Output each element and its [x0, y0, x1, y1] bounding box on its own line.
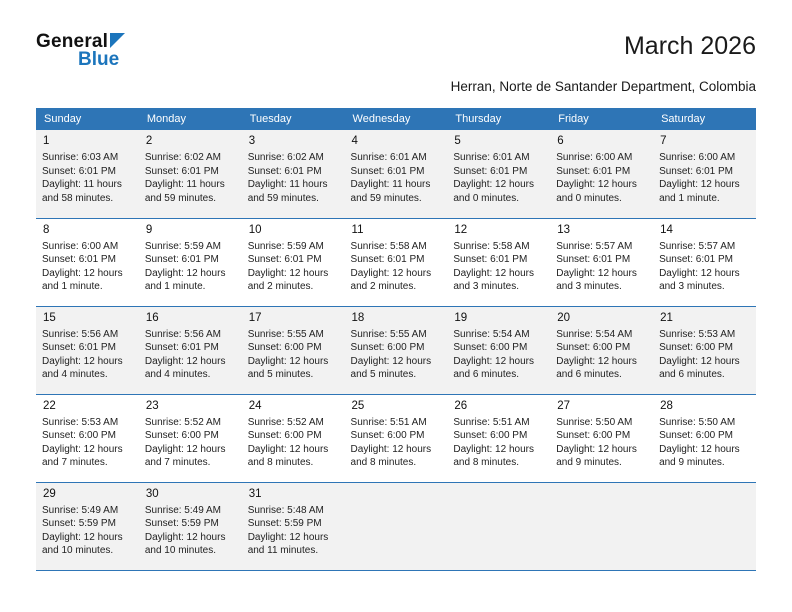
empty-day-cell: [550, 482, 653, 570]
daylight-text-line1: Daylight: 12 hours: [556, 267, 637, 279]
weekday-header-saturday: Saturday: [653, 108, 756, 130]
daylight-text-line2: and 11 minutes.: [247, 545, 319, 556]
week-row: [36, 306, 756, 394]
daylight-text-line2: and 9 minutes.: [556, 457, 622, 468]
daylight-text-line1: Daylight: 12 hours: [247, 267, 329, 279]
day-cell: [242, 130, 345, 218]
day-number: 5: [454, 135, 461, 147]
day-number: 17: [248, 311, 262, 324]
daylight-text-line2: and 0 minutes.: [556, 192, 622, 204]
day-number: 4: [351, 135, 358, 147]
day-number: 13: [557, 223, 571, 236]
week-row: [36, 394, 756, 482]
day-number: 11: [351, 223, 364, 236]
day-number: 24: [248, 399, 262, 412]
day-cell: [36, 218, 139, 306]
weekday-header-wednesday: Wednesday: [345, 108, 448, 130]
day-cell: [653, 306, 756, 394]
day-cell: [139, 130, 242, 218]
daylight-text-line2: and 1 minute.: [659, 192, 720, 204]
empty-day-cell: [653, 482, 756, 570]
daylight-text-line2: and 10 minutes.: [144, 545, 217, 556]
daylight-text-line1: Daylight: 12 hours: [453, 267, 534, 279]
calendar-table: [36, 108, 756, 571]
sunrise-text: Sunrise: 5:58 AM: [350, 240, 427, 252]
day-number: 25: [351, 399, 365, 412]
daylight-text-line1: Daylight: 12 hours: [659, 267, 740, 279]
daylight-text-line1: Daylight: 12 hours: [556, 443, 637, 455]
daylight-text-line1: Daylight: 12 hours: [350, 355, 432, 367]
week-row: [36, 218, 756, 306]
daylight-text-line2: and 8 minutes.: [350, 457, 417, 468]
sunset-text: Sunset: 6:00 PM: [42, 430, 116, 441]
daylight-text-line1: Daylight: 12 hours: [453, 179, 534, 190]
daylight-text-line1: Daylight: 12 hours: [247, 355, 329, 367]
day-number: 28: [660, 399, 673, 412]
weekday-header-friday: Friday: [550, 108, 653, 130]
sunrise-text: Sunrise: 5:55 AM: [350, 328, 427, 340]
sunset-text: Sunset: 6:01 PM: [247, 254, 322, 265]
sunset-text: Sunset: 6:00 PM: [556, 430, 631, 441]
day-cell: [242, 306, 345, 394]
sunrise-text: Sunrise: 5:54 AM: [453, 328, 530, 340]
sunset-text: Sunset: 6:01 PM: [350, 165, 425, 177]
daylight-text-line1: Daylight: 12 hours: [659, 355, 740, 367]
sunrise-text: Sunrise: 6:03 AM: [42, 152, 119, 163]
sunrise-text: Sunrise: 6:01 AM: [453, 152, 530, 163]
daylight-text-line2: and 2 minutes.: [247, 281, 314, 292]
day-number: 1: [43, 135, 50, 147]
day-cell: [447, 306, 550, 394]
day-number: 18: [351, 311, 365, 324]
day-cell: [139, 218, 242, 306]
day-cell: [345, 130, 448, 218]
daylight-text-line2: and 0 minutes.: [453, 192, 519, 204]
daylight-text-line2: and 4 minutes.: [42, 369, 108, 380]
sunrise-text: Sunrise: 5:56 AM: [144, 328, 221, 340]
sunset-text: Sunset: 6:01 PM: [659, 165, 733, 177]
day-cell: [242, 394, 345, 482]
weekday-header-row: [36, 108, 756, 130]
sunrise-text: Sunrise: 5:51 AM: [350, 416, 427, 428]
sunset-text: Sunset: 6:01 PM: [659, 254, 733, 265]
daylight-text-line1: Daylight: 12 hours: [144, 443, 226, 455]
sunset-text: Sunset: 6:01 PM: [144, 254, 219, 265]
daylight-text-line2: and 3 minutes.: [556, 281, 622, 292]
daylight-text-line1: Daylight: 12 hours: [247, 531, 329, 543]
day-cell: [447, 394, 550, 482]
day-cell: [653, 130, 756, 218]
daylight-text-line1: Daylight: 12 hours: [247, 443, 329, 455]
daylight-text-line1: Daylight: 12 hours: [42, 267, 123, 279]
sunrise-text: Sunrise: 5:55 AM: [247, 328, 324, 340]
sunset-text: Sunset: 6:00 PM: [659, 342, 733, 353]
sunset-text: Sunset: 6:01 PM: [350, 254, 425, 265]
sunrise-text: Sunrise: 6:02 AM: [144, 152, 221, 163]
day-cell: [345, 218, 448, 306]
daylight-text-line2: and 5 minutes.: [247, 369, 314, 380]
daylight-text-line1: Daylight: 12 hours: [556, 355, 637, 367]
daylight-text-line2: and 5 minutes.: [350, 369, 417, 380]
sunset-text: Sunset: 6:01 PM: [556, 165, 631, 177]
general-blue-logo: [36, 32, 125, 69]
day-number: 22: [43, 399, 56, 412]
day-number: 27: [557, 399, 571, 412]
day-number: 9: [145, 223, 153, 236]
day-cell: [139, 482, 242, 570]
weekday-header-thursday: Thursday: [447, 108, 550, 130]
daylight-text-line1: Daylight: 12 hours: [42, 443, 123, 455]
daylight-text-line2: and 9 minutes.: [659, 457, 725, 468]
day-number: 10: [248, 223, 262, 236]
sunset-text: Sunset: 5:59 PM: [247, 518, 322, 529]
sunset-text: Sunset: 6:00 PM: [247, 342, 322, 353]
daylight-text-line1: Daylight: 11 hours: [350, 179, 431, 190]
daylight-text-line2: and 10 minutes.: [42, 545, 114, 556]
page-subtitle: Herran, Norte de Santander Department, Colombia: [450, 79, 756, 94]
daylight-text-line2: and 58 minutes.: [42, 192, 114, 204]
day-cell: [345, 306, 448, 394]
day-number: 23: [145, 399, 159, 412]
day-number: 7: [660, 135, 667, 147]
day-cell: [242, 482, 345, 570]
daylight-text-line1: Daylight: 11 hours: [144, 179, 225, 190]
day-cell: [550, 218, 653, 306]
daylight-text-line1: Daylight: 12 hours: [144, 267, 226, 279]
daylight-text-line2: and 6 minutes.: [556, 369, 622, 380]
day-number: 12: [454, 223, 468, 236]
daylight-text-line1: Daylight: 12 hours: [453, 355, 534, 367]
daylight-text-line1: Daylight: 11 hours: [247, 179, 328, 190]
daylight-text-line2: and 4 minutes.: [144, 369, 211, 380]
week-row: [36, 130, 756, 218]
day-number: 20: [557, 311, 571, 324]
sunrise-text: Sunrise: 6:01 AM: [350, 152, 427, 163]
day-cell: [36, 482, 139, 570]
day-cell: [36, 394, 139, 482]
day-cell: [447, 130, 550, 218]
day-cell: [447, 218, 550, 306]
sunrise-text: Sunrise: 5:54 AM: [556, 328, 633, 340]
day-number: 6: [557, 135, 564, 147]
page-title: March 2026: [623, 32, 756, 60]
day-number: 31: [248, 487, 262, 500]
day-number: 30: [145, 487, 159, 500]
day-cell: [550, 130, 653, 218]
sunrise-text: Sunrise: 5:49 AM: [42, 504, 119, 516]
day-number: 8: [43, 223, 50, 236]
daylight-text-line1: Daylight: 12 hours: [144, 355, 226, 367]
day-number: 26: [454, 399, 468, 412]
daylight-text-line1: Daylight: 12 hours: [350, 267, 432, 279]
sunrise-text: Sunrise: 5:57 AM: [556, 240, 633, 252]
daylight-text-line1: Daylight: 12 hours: [659, 179, 740, 190]
daylight-text-line2: and 3 minutes.: [659, 281, 725, 292]
daylight-text-line2: and 6 minutes.: [659, 369, 725, 380]
day-number: 16: [145, 311, 159, 324]
daylight-text-line1: Daylight: 12 hours: [42, 531, 123, 543]
daylight-text-line1: Daylight: 12 hours: [42, 355, 123, 367]
sunrise-text: Sunrise: 5:49 AM: [144, 504, 221, 516]
day-cell: [550, 394, 653, 482]
daylight-text-line1: Daylight: 12 hours: [453, 443, 534, 455]
day-cell: [653, 394, 756, 482]
sunrise-text: Sunrise: 5:53 AM: [659, 328, 736, 340]
day-cell: [653, 218, 756, 306]
sunset-text: Sunset: 6:00 PM: [247, 430, 322, 441]
daylight-text-line2: and 59 minutes.: [350, 192, 422, 204]
sunset-text: Sunset: 6:01 PM: [453, 165, 528, 177]
daylight-text-line2: and 59 minutes.: [144, 192, 217, 204]
calendar-body: [36, 130, 756, 570]
sunrise-text: Sunrise: 5:59 AM: [247, 240, 324, 252]
title-block: [451, 32, 756, 94]
sunrise-text: Sunrise: 5:58 AM: [453, 240, 530, 252]
day-cell: [36, 130, 139, 218]
top-bar: [0, 0, 792, 94]
daylight-text-line1: Daylight: 12 hours: [659, 443, 740, 455]
day-cell: [139, 394, 242, 482]
day-number: 19: [454, 311, 468, 324]
sunrise-text: Sunrise: 5:59 AM: [144, 240, 221, 252]
empty-day-cell: [447, 482, 550, 570]
sunset-text: Sunset: 6:01 PM: [247, 165, 322, 177]
day-number: 3: [248, 135, 256, 147]
sunrise-text: Sunrise: 5:48 AM: [247, 504, 324, 516]
sunset-text: Sunset: 6:01 PM: [453, 254, 528, 265]
daylight-text-line1: Daylight: 12 hours: [350, 443, 432, 455]
day-number: 2: [145, 135, 153, 147]
sunset-text: Sunset: 6:01 PM: [42, 254, 116, 265]
daylight-text-line2: and 3 minutes.: [453, 281, 519, 292]
sunset-text: Sunset: 6:00 PM: [144, 430, 219, 441]
day-number: 14: [660, 223, 673, 236]
logo-triangle-icon: [110, 33, 125, 48]
logo-text-blue: Blue: [78, 49, 120, 70]
sunrise-text: Sunrise: 5:52 AM: [247, 416, 324, 428]
sunset-text: Sunset: 6:00 PM: [453, 342, 528, 353]
sunset-text: Sunset: 6:00 PM: [350, 430, 425, 441]
day-number: 21: [660, 311, 673, 324]
weekday-header-monday: Monday: [139, 108, 242, 130]
daylight-text-line1: Daylight: 11 hours: [42, 179, 122, 190]
sunrise-text: Sunrise: 6:00 AM: [659, 152, 736, 163]
calendar-header: [36, 108, 756, 130]
sunrise-text: Sunrise: 5:56 AM: [42, 328, 119, 340]
weekday-header-tuesday: Tuesday: [242, 108, 345, 130]
sunset-text: Sunset: 6:00 PM: [659, 430, 733, 441]
daylight-text-line2: and 7 minutes.: [144, 457, 211, 468]
daylight-text-line2: and 2 minutes.: [350, 281, 417, 292]
daylight-text-line2: and 1 minute.: [42, 281, 103, 292]
logo-text-general: General: [36, 31, 109, 52]
empty-day-cell: [345, 482, 448, 570]
daylight-text-line2: and 7 minutes.: [42, 457, 108, 468]
sunrise-text: Sunrise: 5:53 AM: [42, 416, 119, 428]
sunset-text: Sunset: 5:59 PM: [42, 518, 116, 529]
day-cell: [139, 306, 242, 394]
day-cell: [550, 306, 653, 394]
day-cell: [242, 218, 345, 306]
sunrise-text: Sunrise: 6:00 AM: [556, 152, 633, 163]
sunset-text: Sunset: 6:01 PM: [42, 165, 116, 177]
sunset-text: Sunset: 5:59 PM: [144, 518, 219, 529]
sunrise-text: Sunrise: 5:52 AM: [144, 416, 221, 428]
week-row: [36, 482, 756, 570]
day-number: 29: [43, 487, 56, 500]
daylight-text-line1: Daylight: 12 hours: [144, 531, 226, 543]
daylight-text-line1: Daylight: 12 hours: [556, 179, 637, 190]
sunrise-text: Sunrise: 5:50 AM: [659, 416, 736, 428]
sunrise-text: Sunrise: 5:51 AM: [453, 416, 530, 428]
sunrise-text: Sunrise: 5:50 AM: [556, 416, 633, 428]
day-number: 15: [43, 311, 56, 324]
sunrise-text: Sunrise: 6:00 AM: [42, 240, 119, 252]
sunset-text: Sunset: 6:01 PM: [144, 165, 219, 177]
sunset-text: Sunset: 6:01 PM: [42, 342, 116, 353]
sunset-text: Sunset: 6:00 PM: [556, 342, 631, 353]
daylight-text-line2: and 6 minutes.: [453, 369, 519, 380]
sunrise-text: Sunrise: 6:02 AM: [247, 152, 324, 163]
calendar-wrap: [0, 94, 792, 571]
weekday-header-sunday: Sunday: [36, 108, 139, 130]
sunset-text: Sunset: 6:00 PM: [350, 342, 425, 353]
daylight-text-line2: and 1 minute.: [144, 281, 206, 292]
sunset-text: Sunset: 6:01 PM: [144, 342, 219, 353]
sunrise-text: Sunrise: 5:57 AM: [659, 240, 736, 252]
day-cell: [36, 306, 139, 394]
sunset-text: Sunset: 6:01 PM: [556, 254, 631, 265]
daylight-text-line2: and 8 minutes.: [247, 457, 314, 468]
sunset-text: Sunset: 6:00 PM: [453, 430, 528, 441]
daylight-text-line2: and 59 minutes.: [247, 192, 319, 204]
day-cell: [345, 394, 448, 482]
daylight-text-line2: and 8 minutes.: [453, 457, 519, 468]
